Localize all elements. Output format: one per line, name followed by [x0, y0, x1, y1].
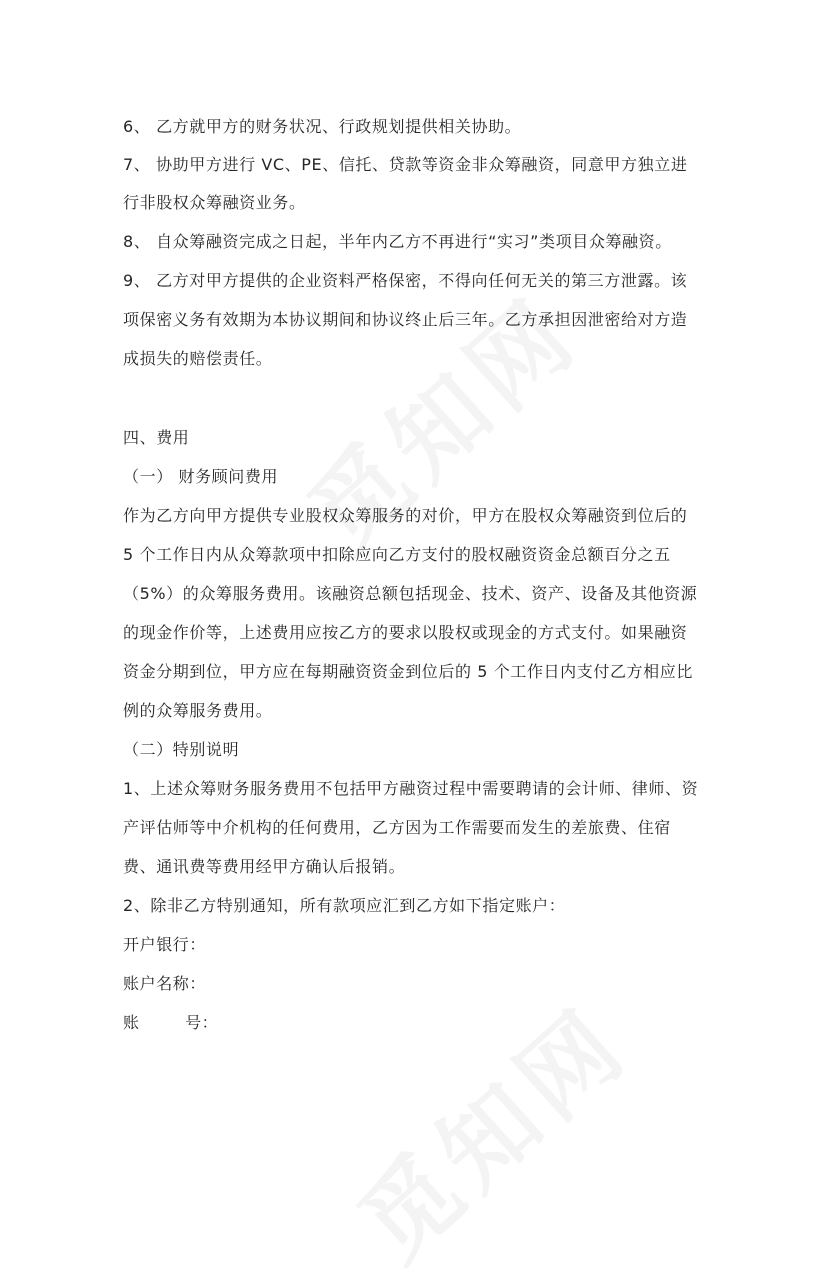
fee-paragraph-line-6: 例的众筹服务费用。: [123, 701, 273, 720]
clause-7-line-2: 行非股权众筹融资业务。: [123, 193, 306, 212]
watermark: [325, 971, 653, 1286]
account-number-field: 账 号：: [123, 1013, 219, 1032]
fee-paragraph-line-4: 的现金作价等，上述费用应按乙方的要求以股权或现金的方式支付。如果融资: [123, 623, 688, 642]
clause-6: 6、 乙方就甲方的财务状况、行政规划提供相关协助。: [123, 117, 522, 136]
fee-paragraph-line-2: 5 个工作日内从众筹款项中扣除应向乙方支付的股权融资资金总额百分之五: [123, 545, 671, 564]
subsection-heading-special-notes: （二）特别说明: [123, 740, 240, 759]
note-2: 2、除非乙方特别通知，所有款项应汇到乙方如下指定账户：: [123, 896, 566, 915]
section-heading-fees: 四、费用: [123, 428, 190, 447]
subsection-heading-advisory-fee: （一） 财务顾问费用: [123, 467, 279, 486]
account-name-field: 账户名称：: [123, 974, 207, 993]
note-1-line-3: 费、通讯费等费用经甲方确认后报销。: [123, 857, 406, 876]
clause-9-line-3: 成损失的赔偿责任。: [123, 349, 273, 368]
fee-paragraph-line-1: 作为乙方向甲方提供专业股权众筹服务的对价，甲方在股权众筹融资到位后的: [123, 506, 688, 525]
clause-9-line-2: 项保密义务有效期为本协议期间和协议终止后三年。乙方承担因泄密给对方造: [123, 310, 688, 329]
bank-name-field: 开户银行：: [123, 935, 207, 954]
clause-8: 8、 自众筹融资完成之日起，半年内乙方不再进行“实习”类项目众筹融资。: [123, 232, 672, 251]
watermark: [275, 261, 603, 576]
note-1-line-1: 1、上述众筹财务服务费用不包括甲方融资过程中需要聘请的会计师、律师、资: [123, 779, 699, 798]
fee-paragraph-line-5: 资金分期到位，甲方应在每期融资资金到位后的 5 个工作日内支付乙方相应比: [123, 662, 693, 681]
clause-9-line-1: 9、 乙方对甲方提供的企业资料严格保密，不得向任何无关的第三方泄露。该: [123, 271, 688, 290]
clause-7-line-1: 7、 协助甲方进行 VC、PE、信托、贷款等资金非众筹融资，同意甲方独立进: [123, 155, 688, 174]
note-1-line-2: 产评估师等中介机构的任何费用，乙方因为工作需要而发生的差旅费、住宿: [123, 818, 671, 837]
fee-paragraph-line-3: （5%）的众筹服务费用。该融资总额包括现金、技术、资产、设备及其他资源: [123, 584, 698, 603]
